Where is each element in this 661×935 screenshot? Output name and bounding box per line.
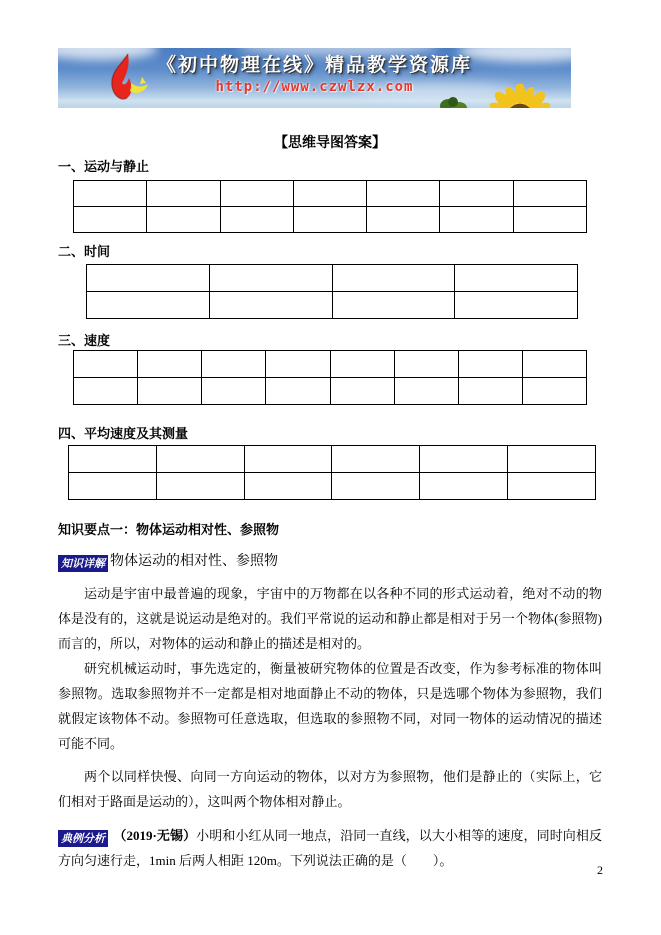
table-cell xyxy=(367,181,440,207)
table-cell xyxy=(209,292,332,319)
table-cell xyxy=(455,292,578,319)
table-cell xyxy=(330,378,394,405)
table-cell xyxy=(513,207,586,233)
section-heading-speed: 三、速度 xyxy=(58,333,111,348)
section-heading-time: 二、时间 xyxy=(58,244,111,259)
table-cell xyxy=(332,265,455,292)
knowledge-topic-line xyxy=(58,552,602,572)
table-row xyxy=(74,378,587,405)
table-cell xyxy=(69,446,157,473)
table-cell xyxy=(138,378,202,405)
table-cell xyxy=(513,181,586,207)
table-cell xyxy=(69,473,157,500)
table-cell xyxy=(522,378,586,405)
example-question xyxy=(58,823,602,873)
table-cell xyxy=(266,378,330,405)
speed-table xyxy=(73,350,587,405)
table-cell xyxy=(420,446,508,473)
table-cell xyxy=(394,378,458,405)
table-row xyxy=(74,207,587,233)
table-cell xyxy=(394,351,458,378)
table-cell xyxy=(458,351,522,378)
example-source: （2019·无锡） xyxy=(113,828,197,843)
banner-title: 《初中物理在线》精品教学资源库 xyxy=(156,54,472,76)
table-cell xyxy=(202,378,266,405)
document-content xyxy=(0,108,661,873)
table-cell xyxy=(74,181,147,207)
table-cell xyxy=(156,446,244,473)
table-cell xyxy=(440,181,513,207)
table-row xyxy=(87,292,578,319)
paragraph-motion-absolute: 运动是宇宙中最普遍的现象，宇宙中的万物都在以各种不同的形式运动着，绝对不动的物体是没有的，这就是说运动是绝对的。我们平常说的运动和静止都是相对于另一个物体(参照物)而言的，所以，对物体的运动和静止的描述是相对的。 xyxy=(58,586,602,651)
table-cell xyxy=(266,351,330,378)
section-heading-average-speed: 四、平均速度及其测量 xyxy=(58,426,189,441)
table-cell xyxy=(367,207,440,233)
site-banner xyxy=(58,48,571,108)
table-cell xyxy=(87,292,210,319)
table-cell xyxy=(74,378,138,405)
paragraph-reference-object: 研究机械运动时，事先选定的，衡量被研究物体的位置是否改变，作为参考标准的物体叫参照物。选取参照物并不一定都是相对地面静止不动的物体，只是选哪个物体为参照物，我们就假定该物体不动。参照物可任意选取，但选取的参照物不同，对同一物体的运动情况的描述可能不同。 xyxy=(58,661,602,751)
example-badge: 典例分析 xyxy=(58,830,108,847)
table-cell xyxy=(220,181,293,207)
table-cell xyxy=(209,265,332,292)
paragraph-relative-rest: 两个以同样快慢、向同一方向运动的物体，以对方为参照物，他们是静止的（实际上，它们相对于路面是运动的），这叫两个物体相对静止。 xyxy=(58,769,602,809)
knowledge-badge: 知识详解 xyxy=(58,555,108,572)
knowledge-topic: 物体运动的相对性、参照物 xyxy=(110,554,278,569)
table-cell xyxy=(455,265,578,292)
knowledge-point-heading: 知识要点一：物体运动相对性、参照物 xyxy=(58,522,280,537)
table-cell xyxy=(330,351,394,378)
table-cell xyxy=(293,207,366,233)
table-row xyxy=(69,446,596,473)
table-cell xyxy=(147,181,220,207)
average-speed-table xyxy=(68,445,596,500)
table-cell xyxy=(522,351,586,378)
table-cell xyxy=(244,473,332,500)
table-cell xyxy=(74,351,138,378)
table-cell xyxy=(332,473,420,500)
table-cell xyxy=(244,446,332,473)
example-text: 小明和小红从同一地点，沿同一直线，以大小相等的速度，同时向相反方向匀速行走，1min 后两人相距 120m。下列说法正确的是（ ）。 xyxy=(58,828,602,868)
table-cell xyxy=(156,473,244,500)
banner-url: http://www.czwlzx.com xyxy=(215,79,414,95)
page-number: 2 xyxy=(597,863,603,877)
table-cell xyxy=(202,351,266,378)
table-row xyxy=(87,265,578,292)
time-table xyxy=(86,264,578,319)
table-cell xyxy=(508,473,596,500)
page-title: 【思维导图答案】 xyxy=(274,136,386,151)
table-cell xyxy=(508,446,596,473)
table-cell xyxy=(220,207,293,233)
table-row xyxy=(69,473,596,500)
table-cell xyxy=(440,207,513,233)
section-heading-motion-rest: 一、运动与静止 xyxy=(58,159,150,174)
leaf-icon xyxy=(439,92,469,108)
sunflower-icon xyxy=(487,84,553,108)
motion-rest-table xyxy=(73,180,587,233)
table-cell xyxy=(138,351,202,378)
table-cell xyxy=(332,446,420,473)
table-row xyxy=(74,181,587,207)
table-row xyxy=(74,351,587,378)
table-cell xyxy=(147,207,220,233)
table-cell xyxy=(332,292,455,319)
table-cell xyxy=(87,265,210,292)
table-cell xyxy=(458,378,522,405)
table-cell xyxy=(420,473,508,500)
table-cell xyxy=(293,181,366,207)
table-cell xyxy=(74,207,147,233)
